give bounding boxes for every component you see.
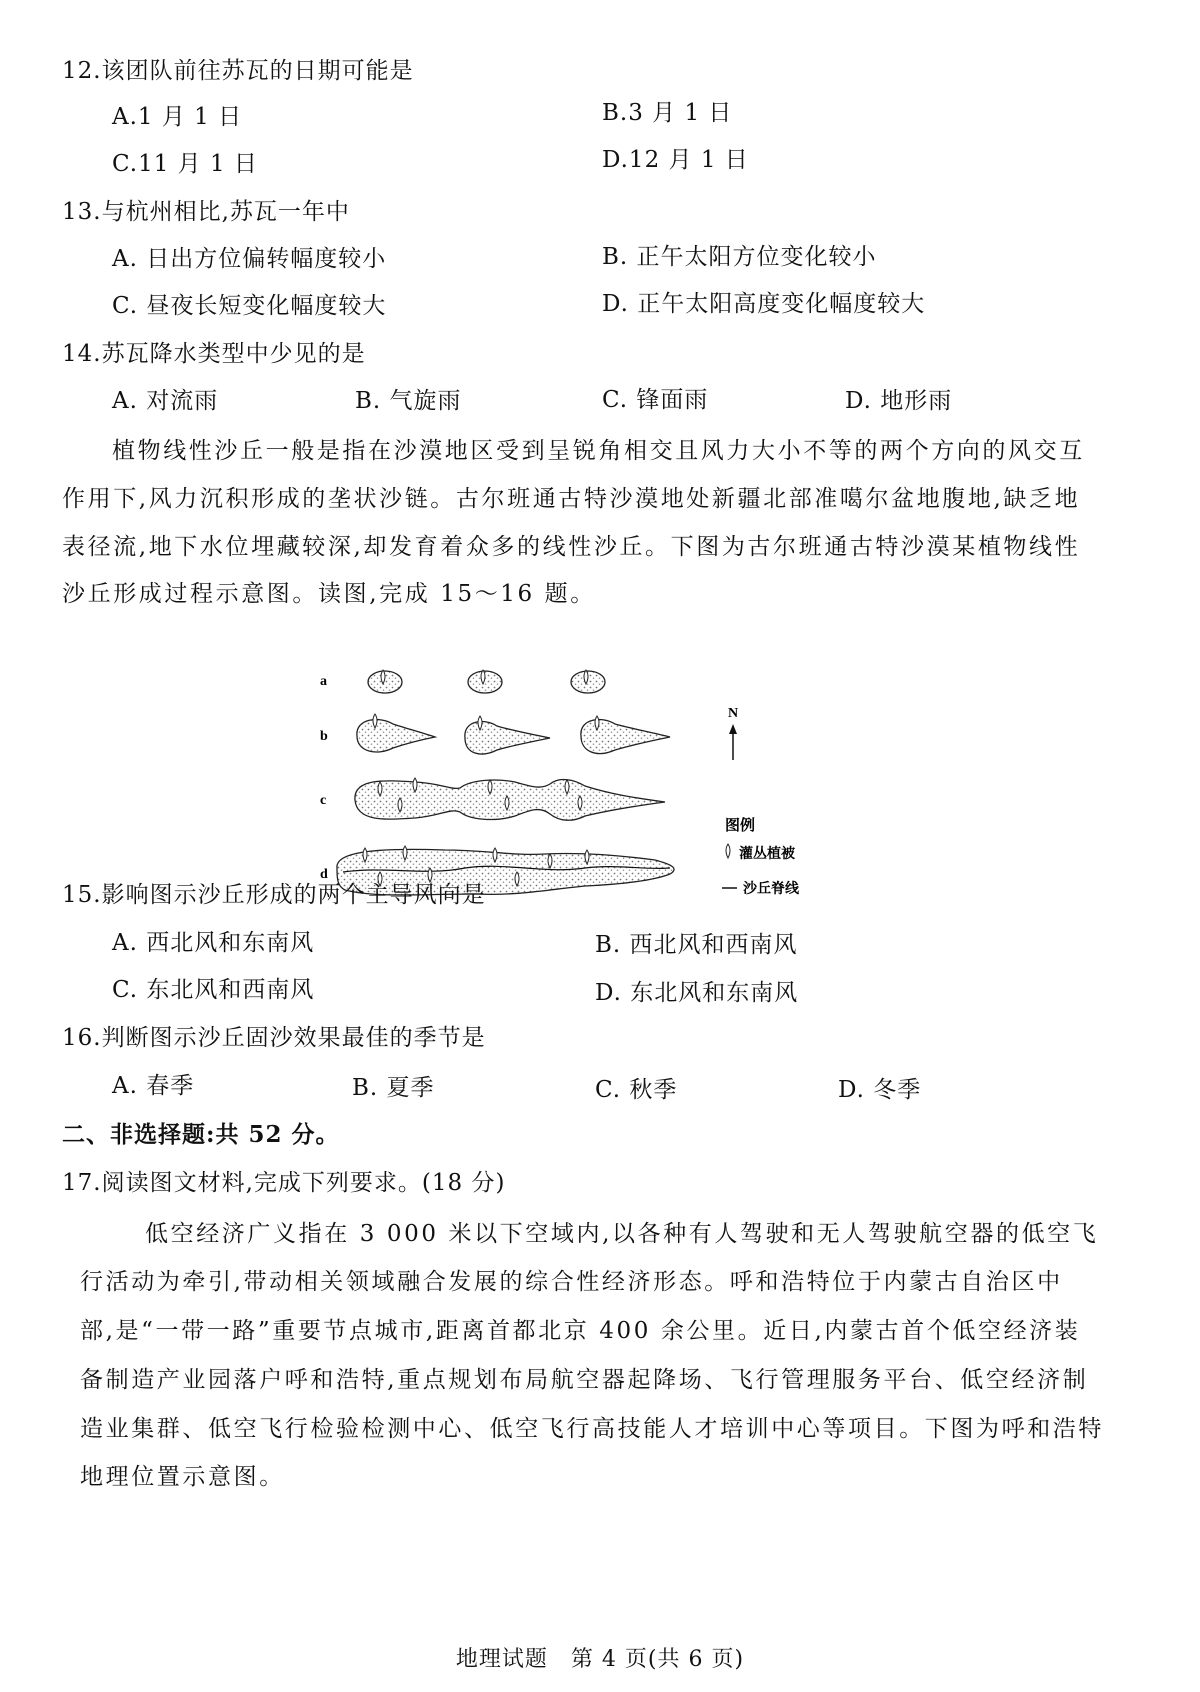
q12-option-d: D.12 月 1 日: [602, 147, 749, 173]
row-label-c: c: [320, 793, 327, 808]
q17-material-line-6: 地理位置示意图。: [80, 1464, 285, 1490]
q14-option-d: D. 地形雨: [845, 388, 953, 414]
q13-stem: 13.与杭州相比,苏瓦一年中: [62, 199, 350, 225]
q16-option-c: C. 秋季: [595, 1077, 678, 1103]
row-label-d: d: [320, 867, 328, 882]
row-b-dunes: [357, 714, 670, 754]
q14-option-a: A. 对流雨: [112, 388, 219, 414]
q12-option-c: C.11 月 1 日: [112, 151, 258, 177]
q14-option-c: C. 锋面雨: [602, 387, 709, 413]
north-label: N: [728, 706, 739, 721]
material1-line-3: 表径流,地下水位埋藏较深,却发育着众多的线性沙丘。下图为古尔班通古特沙漠某植物线性: [62, 534, 1081, 560]
q16-option-d: D. 冬季: [838, 1077, 922, 1103]
section-2-heading: 二、非选择题:共 52 分。: [62, 1121, 340, 1148]
q16-option-a: A. 春季: [112, 1073, 195, 1099]
q15-option-c: C. 东北风和西南风: [112, 977, 315, 1003]
q15-option-d: D. 东北风和东南风: [595, 980, 799, 1006]
q14-option-b: B. 气旋雨: [355, 388, 462, 414]
q17-material-line-5: 造业集群、低空飞行检验检测中心、低空飞行高技能人才培训中心等项目。下图为呼和浩特: [80, 1416, 1104, 1442]
legend-ridge-label: 沙丘脊线: [743, 881, 799, 897]
q15-option-a: A. 西北风和东南风: [112, 930, 315, 956]
q17-material-line-4: 备制造产业园落户呼和浩特,重点规划布局航空器起降场、飞行管理服务平台、低空经济制: [80, 1367, 1089, 1393]
q16-option-b: B. 夏季: [352, 1075, 435, 1101]
material1-line-4: 沙丘形成过程示意图。读图,完成 15～16 题。: [62, 581, 596, 607]
q12-option-b: B.3 月 1 日: [602, 100, 733, 126]
q13-option-c: C. 昼夜长短变化幅度较大: [112, 293, 387, 319]
q13-option-a: A. 日出方位偏转幅度较小: [112, 246, 387, 272]
north-arrow: [728, 706, 738, 760]
q17-material-line-3: 部,是“一带一路”重要节点城市,距离首都北京 400 余公里。近日,内蒙古首个低空经济装: [80, 1318, 1081, 1344]
legend-shrub-label: 灌丛植被: [739, 846, 795, 862]
q17-material-line-2: 行活动为牵引,带动相关领域融合发展的综合性经济形态。呼和浩特位于内蒙古自治区中: [80, 1269, 1063, 1295]
page-footer: 地理试题 第 4 页(共 6 页): [455, 1647, 745, 1672]
q17-material-line-1: 低空经济广义指在 3 000 米以下空域内,以各种有人驾驶和无人驾驶航空器的低空飞: [145, 1221, 1099, 1247]
q17-stem: 17.阅读图文材料,完成下列要求。(18 分): [62, 1170, 506, 1196]
row-label-a: a: [320, 674, 327, 689]
q15-option-b: B. 西北风和西南风: [595, 932, 798, 958]
material1-line-2: 作用下,风力沉积形成的垄状沙链。古尔班通古特沙漠地处新疆北部准噶尔盆地腹地,缺乏地: [62, 486, 1081, 512]
legend-title: 图例: [725, 816, 756, 834]
q12-stem: 12.该团队前往苏瓦的日期可能是: [62, 58, 414, 84]
q14-stem: 14.苏瓦降水类型中少见的是: [62, 341, 366, 367]
q13-option-d: D. 正午太阳高度变化幅度较大: [602, 291, 926, 317]
row-c-dunes: [355, 778, 665, 820]
legend: [722, 816, 800, 897]
q16-stem: 16.判断图示沙丘固沙效果最佳的季节是: [62, 1025, 486, 1051]
q15-stem: 15.影响图示沙丘形成的两个主导风向是: [62, 882, 486, 908]
row-a-dunes: [368, 670, 605, 693]
q13-option-b: B. 正午太阳方位变化较小: [602, 244, 877, 270]
material1-line-1: 植物线性沙丘一般是指在沙漠地区受到呈锐角相交且风力大小不等的两个方向的风交互: [112, 438, 1085, 464]
row-label-b: b: [320, 729, 328, 744]
q12-option-a: A.1 月 1 日: [112, 104, 243, 130]
shrub-legend-icon: [726, 844, 730, 858]
